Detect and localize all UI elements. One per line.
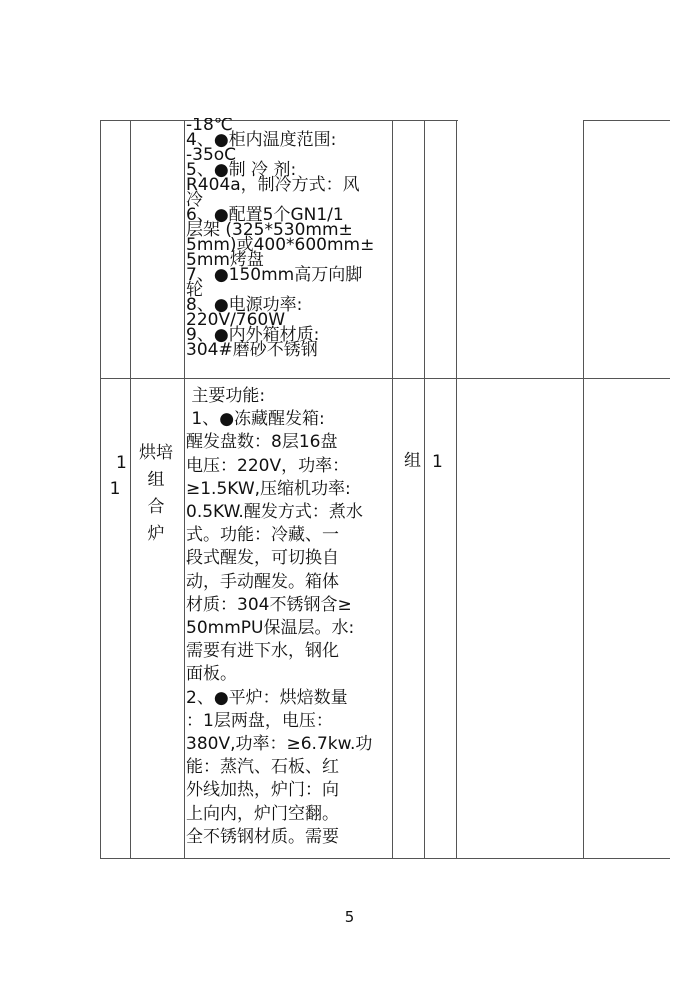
description-line: 材质：304不锈钢含≥: [186, 594, 352, 615]
description-line: 7、●150mm高万向脚: [186, 265, 363, 285]
item-name-line: 炉: [147, 524, 165, 544]
description-line: 式。功能：冷藏、一: [186, 525, 339, 546]
item-name: [136, 440, 176, 548]
description-line: 304#磨砂不锈钢: [186, 340, 318, 360]
description-line: 冷: [186, 190, 203, 210]
description-line: 8、●电源功率:: [186, 295, 303, 315]
description-line: 5mm烤盘: [186, 250, 264, 270]
description-line: R404a，制冷方式：风: [186, 175, 360, 195]
description-line: 5、●制 冷 剂:: [186, 160, 297, 180]
page-number: 5: [344, 908, 355, 926]
description-line: 轮: [186, 280, 203, 300]
item-unit: 组: [404, 451, 421, 471]
description-line: 能：蒸汽、石板、红: [186, 757, 339, 778]
table-column-border: [456, 120, 457, 859]
description-line: 电压：220V，功率：: [186, 455, 350, 476]
description-line: 4、●柜内温度范围:: [186, 130, 337, 150]
description-line: 6、●配置5个GN1/1: [186, 205, 344, 225]
description-line: 段式醒发，可切换自: [186, 548, 339, 569]
description-line: 全不锈钢材质。需要: [186, 826, 339, 847]
description-line: 0.5KW.醒发方式：煮水: [186, 502, 363, 523]
table-row-border: [583, 120, 670, 121]
sequence-digit: 1: [109, 479, 121, 499]
description-line: ：1层两盘，电压：: [186, 710, 333, 731]
item-quantity: 1: [432, 452, 443, 472]
table-row-border: [100, 378, 670, 379]
lower-row-description: [186, 385, 392, 857]
table-column-border: [424, 120, 425, 859]
sequence-digit: 1: [116, 453, 127, 473]
description-line: 上向内，炉门空翻。: [186, 803, 339, 824]
description-line: 动，手动醒发。箱体: [186, 571, 339, 592]
description-line: 5mm)或400*600mm±: [186, 235, 375, 255]
upper-row-description: [186, 118, 392, 376]
description-line: ≥1.5KW,压缩机功率:: [186, 478, 351, 499]
description-line: 主要功能:: [186, 386, 266, 406]
description-line: 220V/760W: [186, 310, 286, 330]
description-line: -18℃: [186, 118, 233, 135]
description-line: 醒发盘数：8层16盘: [186, 432, 338, 453]
description-line: 层架 (325*530mm±: [186, 220, 353, 240]
table-column-border: [392, 120, 393, 859]
item-name-line: 烘培: [139, 443, 173, 463]
description-line: 2、●平炉：烘焙数量: [186, 687, 348, 708]
description-line: -35oC: [186, 145, 237, 165]
description-line: 9、●内外箱材质:: [186, 325, 320, 345]
description-line: 1、●冻藏醒发箱:: [186, 409, 325, 430]
description-line: 外线加热，炉门：向: [186, 780, 339, 801]
table-row-border: [100, 858, 670, 859]
description-line: 50mmPU保温层。水:: [186, 618, 355, 639]
row-sequence-number: [104, 450, 126, 502]
item-name-line: 组: [147, 470, 165, 490]
table-column-border: [184, 120, 185, 859]
table-column-border: [130, 120, 131, 859]
description-line: 需要有进下水，钢化: [186, 641, 339, 662]
description-line: 380V,功率：≥6.7kw.功: [186, 734, 373, 755]
description-line: 面板。: [186, 664, 237, 685]
table-column-border: [583, 120, 584, 859]
item-name-line: 合: [147, 497, 165, 517]
table-column-border: [100, 120, 101, 859]
